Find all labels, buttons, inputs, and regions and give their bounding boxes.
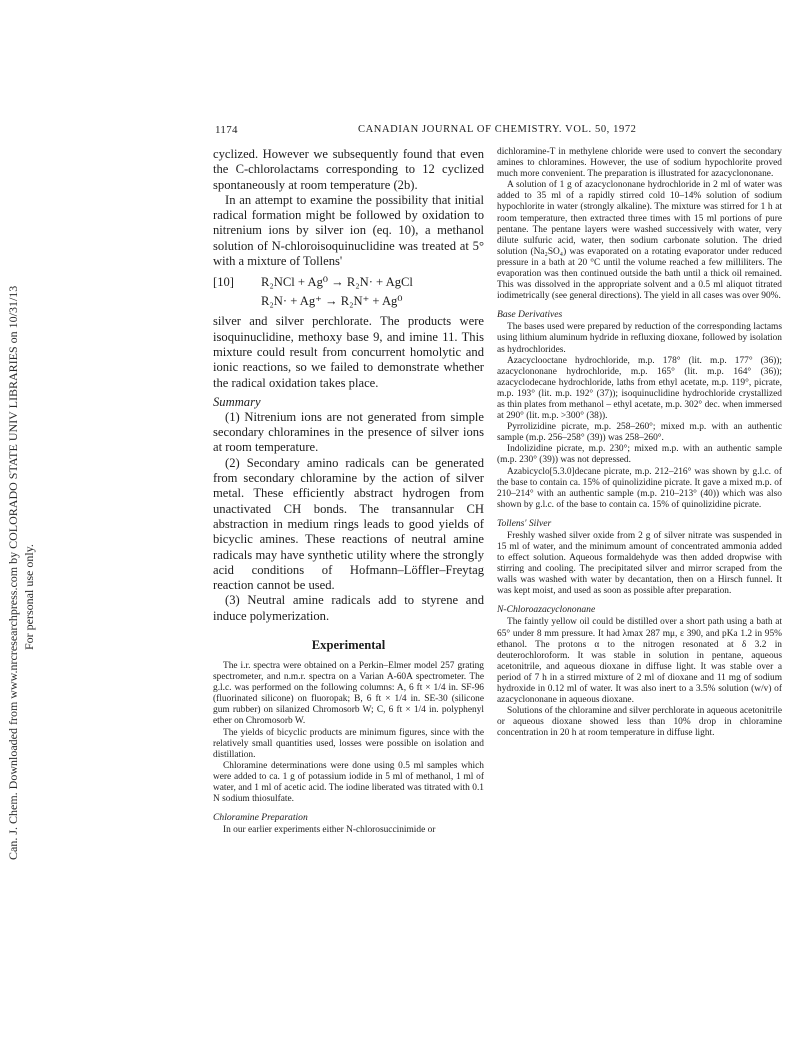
summary-point-2: (2) Secondary amino radicals can be generated from secondary chloramine by the action of silver metal. These efficiently abstract hydrogen from unactivated CH bonds. The transannular CH abstraction in medium rings leads to good yields of bicyclic amines. These reactions of neutral amine radicals may have synthetic utility where the strongly acid conditions of Hofmann–Löffler–Freytag reaction cannot be used. [213, 455, 484, 593]
paragraph-n-chloroazacyclononane: The faintly yellow oil could be distilled over a short path using a bath at 65° under 8 mm pressure. It had λmax 287 mμ, ε 390, and pKa 1.2 in 95% ethanol. The protons α to the nitrogen resonated at δ 3.2 in deuterochloroform. It was stable in solution in pentane, aqueous acetonitrile, and aqueous dioxane in diffuse light. It was stable over a period of 7 h in a stirred mixture of 2 ml of dioxane and 11 mg of sodium hydroxide in 0.12 ml of water. It was also inert to a 3.5% solution (w/v) of azacyclononane in aqueous dioxane. [497, 617, 782, 706]
paragraph-hydrochlorides: Azacyclooctane hydrochloride, m.p. 178° (lit. m.p. 177° (36)); azacyclononane hydrochloride, m.p. 165° (lit. m.p. 164° (36)); azacyclodecane hydrochloride, laths from ethyl acetate, m.p. 119°, picrate, m.p. 193° (lit. m.p. 192° (37)); isoquinuclidine hydrochloride crystallized as thin plates from methanol – ethyl acetate, m.p. 302° dec. when immersed at 290° (lit. m.p. >300° (38)). [497, 355, 782, 422]
paragraph-pyrrolizidine: Pyrrolizidine picrate, m.p. 258–260°; mixed m.p. with an authentic sample (m.p. 256–258° (39)) was 258–260°. [497, 422, 782, 444]
right-column [497, 147, 782, 740]
paragraph-earlier-experiments: In our earlier experiments either N-chlorosuccinimide or [223, 825, 436, 836]
paragraph-base-preparation: The bases used were prepared by reduction of the corresponding lactams using lithium aluminum hydride in refluxing dioxane, followed by isolation as hydrochlorides. [497, 322, 782, 355]
download-notice: Can. J. Chem. Downloaded from www.nrcresearchpress.com by COLORADO STATE UNIV LIBRARIES on 10/31/13 [6, 285, 20, 860]
summary-point-3: (3) Neutral amine radicals add to styrene and induce polymerization. [213, 593, 484, 623]
n-chloroazacyclononane-heading: N-Chloroazacyclononane [497, 604, 596, 616]
paragraph-hypochlorite: dichloramine-T in methylene chloride were used to convert the secondary amines to chloramines. However, the use of sodium hypochlorite proved much more convenient. The preparation is illustrated for azacyclononane. [497, 147, 782, 180]
paragraph-cyclized: cyclized. However we subsequently found that even the C-chlorolactams corresponding to 12 cyclized spontaneously at room temperature (2b). [213, 147, 484, 192]
personal-use-notice: For personal use only. [22, 544, 36, 650]
paragraph-yields: The yields of bicyclic products are minimum figures, since with the relatively small quantities used, losses were possible on isolation and distillation. [213, 727, 484, 760]
paragraph-azacyclononane-procedure: A solution of 1 g of azacyclononane hydrochloride in 2 ml of water was added to 35 ml of a rapidly stirred cold 10–14% solution of sodium hypochlorite in water (strongly alkaline). The mixture was stirred for 1 h at room temperature, then extracted three times with 15 ml portions of pure pentane. The pentane layers were washed successively with water, very dilute sulfuric acid, water, then sodium carbonate solution. The dried solution (Na₂SO₄) was evaporated on a rotating evaporator under reduced pressure in a bath at 20 °C until the volume reached a few milliliters. The evaporation was then continued outside the bath until a thick oil remained. This was dissolved in the appropriate solvent and a 0.5 ml aliquot titrated iodimetrically (see general directions). The yield in all cases was over 90%. [497, 180, 782, 302]
experimental-heading: Experimental [311, 638, 386, 653]
paragraph-azabicyclodecane: Azabicyclo[5.3.0]decane picrate, m.p. 212–216° was shown by g.l.c. of the base to contain ca. 15% of quinolizidine picrate. It gave a mixed m.p. of 210–214° with an authentic sample (m.p. 210–213° (40)) which was also shown by g.l.c. of the base to contain ca. 15% of quinolizidine picrate. [497, 466, 782, 510]
equation-10 [213, 273, 484, 311]
paragraph-tollens-silver: Freshly washed silver oxide from 2 g of silver nitrate was suspended in 15 ml of water, and the minimum amount of concentrated ammonia added to effect solution. Aqueous formaldehyde was then added dropwise with stirring and cooling. The precipitated silver and mirror scraped from the walls was washed with water by decantation, then on a Hirsch funnel. It was kept moist, and used as soon as possible after preparation. [497, 530, 782, 597]
paragraph-chloramine-stability: Solutions of the chloramine and silver perchlorate in aqueous acetonitrile or aqueous dioxane showed less than 10% drop in chloramine concentration in 20 h at room temperature in diffuse light. [497, 706, 782, 739]
summary-point-1: (1) Nitrenium ions are not generated from simple secondary chloramines in the presence of silver ions at room temperature. [213, 409, 484, 455]
base-derivatives-heading: Base Derivatives [497, 309, 563, 321]
summary-heading: Summary [213, 394, 261, 409]
paragraph-chloramine-determination: Chloramine determinations were done using 0.5 ml samples which were added to ca. 1 g of potassium iodide in 5 ml of methanol, 1 ml of water, and 1 ml of acetic acid. The iodine liberated was titrated with 0.1 N sodium thiosulfate. [213, 760, 484, 805]
equation-label: [10] [213, 275, 234, 290]
left-column [213, 147, 484, 836]
chloramine-preparation-heading: Chloramine Preparation [213, 812, 308, 824]
paragraph-indolizidine: Indolizidine picrate, m.p. 230°; mixed m.p. with an authentic sample (m.p. 230° (39)) was not depressed. [497, 444, 782, 466]
equation-line-2: R₂N· + Ag⁺ → R₂N⁺ + Ag⁰ [261, 294, 403, 309]
paragraph-products: silver and silver perchlorate. The products were isoquinuclidine, methoxy base 9, and imine 11. This mixture could result from concurrent homolytic and ionic reactions, so we failed to demonstrate whether the radical oxidation takes place. [213, 314, 484, 390]
equation-line-1: R₂NCl + Ag⁰ → R₂N· + AgCl [261, 275, 413, 290]
paragraph-nitrenium-attempt: In an attempt to examine the possibility that initial radical formation might be followed by oxidation to nitrenium ions by silver ion (eq. 10), a methanol solution of N-chloroisoquinuclidine was treated at 5° with a mixture of Tollens' [213, 192, 484, 269]
tollens-silver-heading: Tollens' Silver [497, 517, 552, 529]
running-head: CANADIAN JOURNAL OF CHEMISTRY. VOL. 50, 1972 [358, 124, 637, 135]
side-stamp [4, 180, 48, 860]
paragraph-instruments: The i.r. spectra were obtained on a Perkin–Elmer model 257 grating spectrometer, and n.m.r. spectra on a Varian A-60A spectrometer. The g.l.c. was performed on the following columns: A, 6 ft × 1/4 in. SF-96 (fluorinated silicone) on fluoropak; B, 6 ft × 1/4 in. SE-30 (silicone gum rubber) on silanized Chromosorb W; C, 6 ft × 1/4 in. polyphenyl ether on Chromosorb W. [213, 661, 484, 727]
page-number: 1174 [215, 124, 238, 136]
